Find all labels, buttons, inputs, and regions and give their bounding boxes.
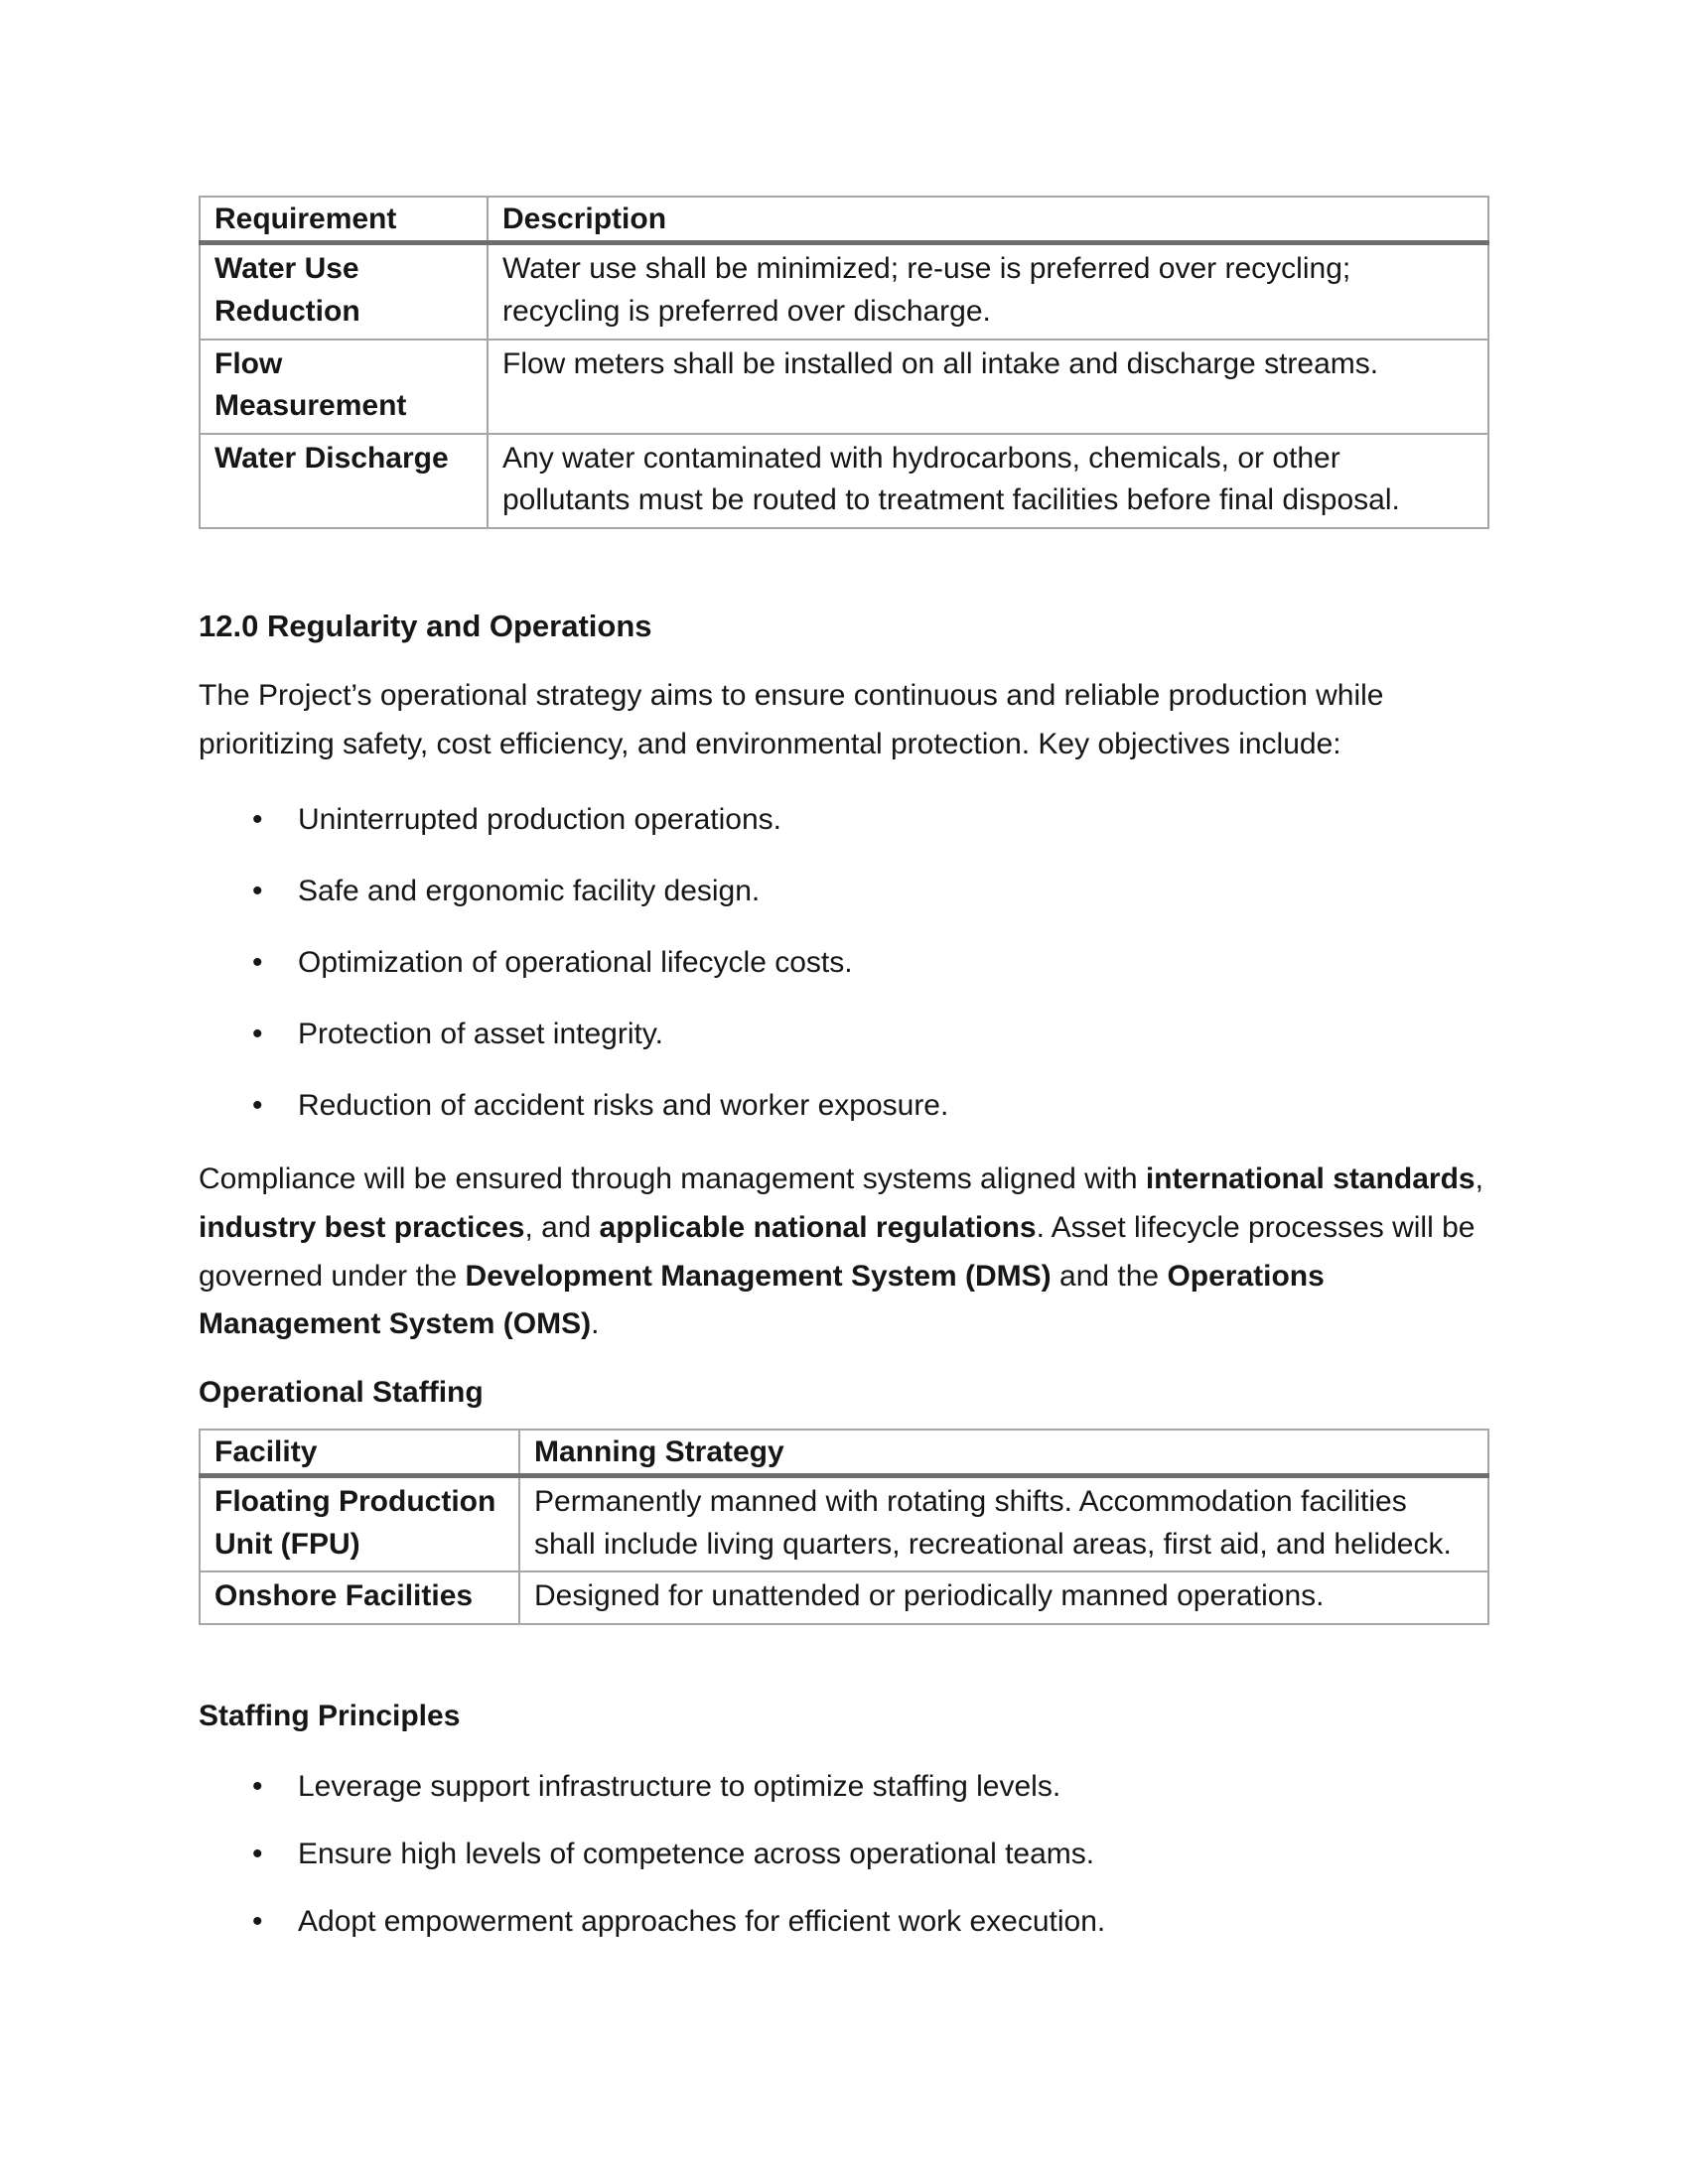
objective-item: • Optimization of operational lifecycle costs. <box>298 939 1489 987</box>
staffing-heading: Operational Staffing <box>199 1375 484 1409</box>
column-header-manning-strategy: Manning Strategy <box>519 1430 1488 1476</box>
row-label-cell: Water Discharge <box>200 434 488 528</box>
bold-text-run: Development Management System (DMS) <box>465 1259 1052 1293</box>
objective-item: • Protection of asset integrity. <box>298 1011 1489 1058</box>
row-label-cell: Flow Measurement <box>200 340 488 434</box>
bold-text-run: industry best practices <box>199 1211 525 1245</box>
row-label-cell: Floating Production Unit (FPU) <box>200 1476 519 1572</box>
document-page <box>199 196 1489 1966</box>
text-run: , and <box>524 1211 600 1245</box>
column-header-facility: Facility <box>200 1430 519 1476</box>
table-row <box>200 1571 1488 1624</box>
intro-paragraph: The Project’s operational strategy aims to ensure continuous and reliable production while prioritizing safety, cost efficiency, and environmental protection. Key objectives include: <box>199 679 1384 760</box>
principle-item: • Leverage support infrastructure to optimize staffing levels. <box>298 1763 1489 1811</box>
row-value-cell: Permanently manned with rotating shifts. Accommodation facilities shall include living quarters, recreational areas, first aid, and helideck. <box>519 1476 1488 1572</box>
text-run: . Asset lifecycle processes will be governed under the <box>199 1211 1476 1293</box>
row-value-cell: Any water contaminated with hydrocarbons, chemicals, or other pollutants must be routed to treatment facilities before final disposal. <box>488 434 1488 528</box>
objective-item: • Reduction of accident risks and worker exposure. <box>298 1082 1489 1130</box>
principles-list <box>199 1763 1489 1946</box>
text-run: . <box>591 1307 600 1341</box>
table-row <box>200 340 1488 434</box>
table-row <box>200 1476 1488 1572</box>
principles-heading: Staffing Principles <box>199 1699 461 1732</box>
text-run: and the <box>1051 1259 1168 1293</box>
objectives-list <box>199 796 1489 1130</box>
bold-text-run: applicable national regulations <box>599 1211 1037 1245</box>
row-value-cell: Water use shall be minimized; re-use is preferred over recycling; recycling is preferred over discharge. <box>488 243 1488 340</box>
column-header-requirement: Requirement <box>200 197 488 243</box>
row-value-cell: Designed for unattended or periodically manned operations. <box>519 1571 1488 1624</box>
table-header-row <box>200 197 1488 243</box>
staffing-table <box>199 1429 1489 1625</box>
bold-text-run: international standards <box>1145 1162 1476 1196</box>
table-row <box>200 434 1488 528</box>
requirements-table <box>199 196 1489 529</box>
row-label-cell: Water Use Reduction <box>200 243 488 340</box>
principle-item: • Adopt empowerment approaches for efficient work execution. <box>298 1898 1489 1946</box>
compliance-paragraph <box>199 1156 1489 1348</box>
text-run: , <box>1475 1162 1483 1196</box>
text-run: Compliance will be ensured through management systems aligned with <box>199 1162 1146 1196</box>
principle-item: • Ensure high levels of competence across operational teams. <box>298 1831 1489 1878</box>
row-label-cell: Onshore Facilities <box>200 1571 519 1624</box>
table-row <box>200 243 1488 340</box>
section-heading: 12.0 Regularity and Operations <box>199 608 652 643</box>
table-header-row <box>200 1430 1488 1476</box>
row-value-cell: Flow meters shall be installed on all intake and discharge streams. <box>488 340 1488 434</box>
objective-item: • Uninterrupted production operations. <box>298 796 1489 844</box>
bold-text-run: Operations Management System (OMS) <box>199 1259 1325 1341</box>
objective-item: • Safe and ergonomic facility design. <box>298 868 1489 915</box>
column-header-description: Description <box>488 197 1488 243</box>
